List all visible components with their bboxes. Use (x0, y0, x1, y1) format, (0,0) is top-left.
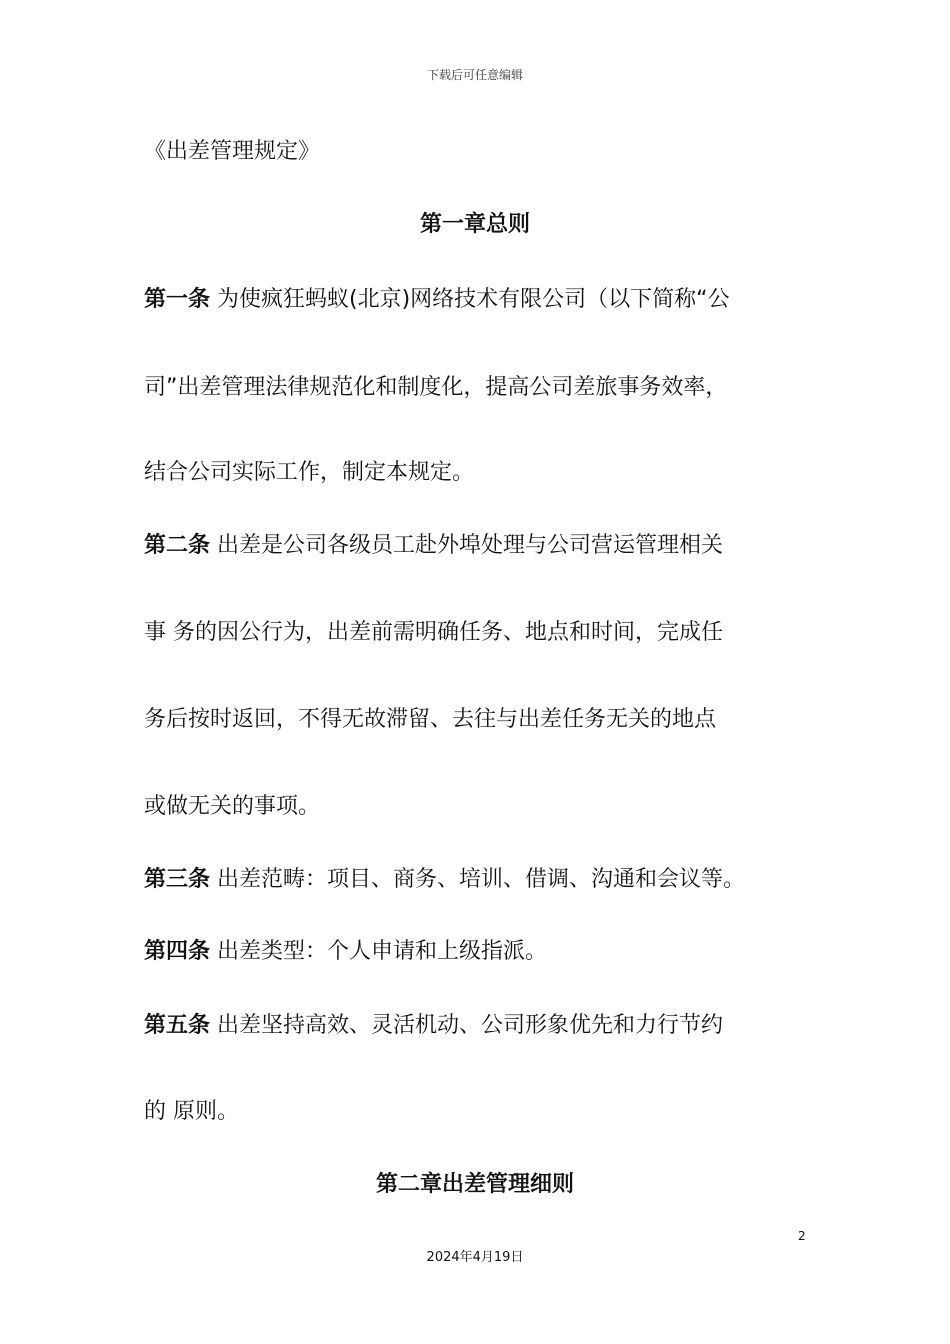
article-label: 第三条 (144, 867, 211, 892)
page-header: 下载后可任意编辑 (426, 68, 523, 82)
article-5-line-1 (144, 1008, 723, 1039)
article-2-line-3: 务后按时返回，不得无故滞留、去往与出差任务无关的地点 (144, 707, 717, 732)
page-number: 2 (798, 1229, 806, 1243)
document-title: 《出差管理规定》 (144, 139, 321, 164)
chapter-title-1: 第一章总则 (419, 212, 530, 237)
article-text: 出差坚持高效、灵活机动、公司形象优先和力行节约 (217, 1013, 724, 1038)
article-5-line-2: 的 原则。 (144, 1099, 239, 1124)
article-1-line-1 (144, 282, 730, 313)
article-label: 第四条 (144, 939, 211, 964)
chapter-title-2: 第二章出差管理细则 (375, 1172, 574, 1197)
article-2-line-1 (144, 528, 723, 559)
article-4-line-1 (144, 934, 547, 965)
article-text: 出差是公司各级员工赴外埠处理与公司营运管理相关 (217, 533, 724, 558)
article-text: 为使疯狂蚂蚁(北京)网络技术有限公司（以下简称“公 (217, 287, 730, 312)
article-text: 出差范畴：项目、商务、培训、借调、沟通和会议等。 (217, 867, 746, 892)
article-1-line-2: 司”出差管理法律规范化和制度化，提高公司差旅事务效率， (144, 375, 728, 400)
footer-date: 2024年4月19日 (426, 1250, 524, 1265)
article-3-line-1 (144, 862, 745, 893)
article-2-line-4: 或做无关的事项。 (144, 794, 321, 819)
article-label: 第二条 (144, 533, 211, 558)
article-label: 第一条 (144, 287, 211, 312)
article-label: 第五条 (144, 1013, 211, 1038)
article-2-line-2: 事 务的因公行为，出差前需明确任务、地点和时间，完成任 (144, 620, 723, 645)
article-text: 出差类型：个人申请和上级指派。 (217, 939, 548, 964)
article-1-line-3: 结合公司实际工作，制定本规定。 (144, 460, 475, 485)
